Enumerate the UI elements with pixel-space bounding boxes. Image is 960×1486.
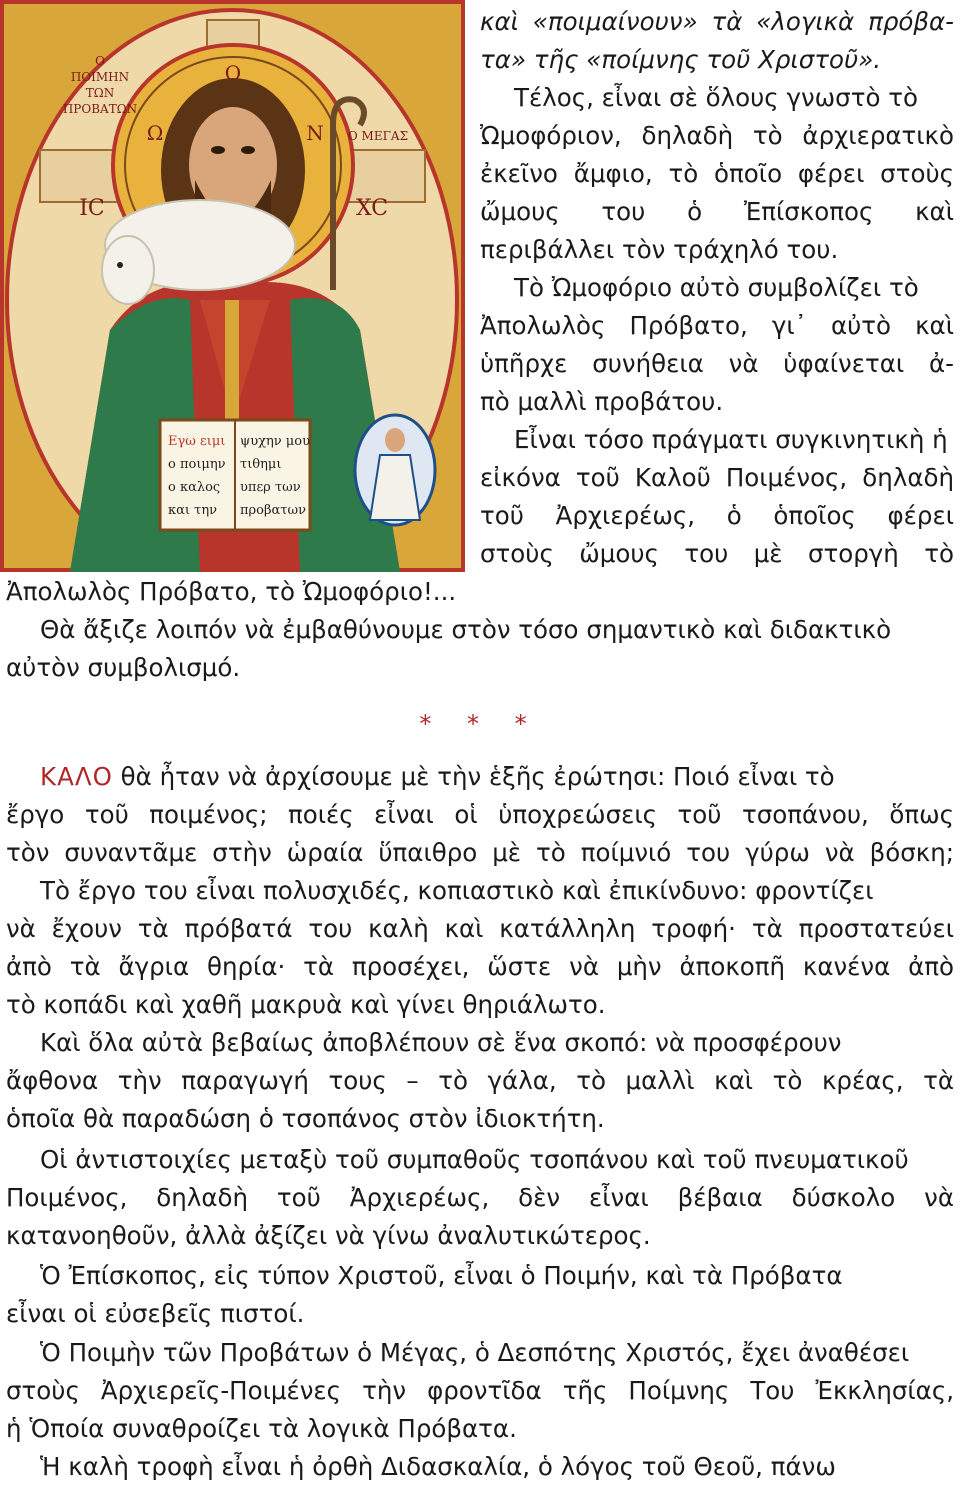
monogram-ic: IC (79, 196, 105, 221)
monogram-xc: XC (355, 196, 389, 221)
text-line-29: ὁποῖα θὰ παραδώση ὁ τσοπάνος στὸν ἰδιοκτήτη. (6, 1104, 605, 1133)
text-line-33: Ὁ Ἐπίσκοπος, εἰς τύπον Χριστοῦ, εἶναι ὁ Ποιμήν, καὶ τὰ Πρόβατα (40, 1261, 843, 1290)
text-line-6: ὤμους του ὁ Ἐπίσκοπος καὶ (480, 197, 954, 226)
text-line-20-rest: θὰ ἦταν νὰ ἀρχίσουμε μὲ τὴν ἑξῆς ἐρώτησι: Ποιό εἶναι τὸ (112, 762, 835, 791)
icon-painting (0, 0, 465, 572)
text-line-3: Τέλος, εἶναι σὲ ὅλους γνωστὸ τὸ (514, 83, 918, 112)
text-line-10: ὑπῆρχε συνήθεια νὰ ὑφαίνεται ἀ- (480, 349, 954, 378)
text-line-8: Τὸ Ὠμοφόριο αὐτὸ συμβολίζει τὸ (514, 273, 919, 302)
text-line-13: εἰκόνα τοῦ Καλοῦ Ποιμένος, δηλαδὴ (480, 463, 954, 492)
text-line-7: περιβάλλει τὸν τράχηλό του. (480, 235, 839, 264)
text-line-12: Εἶναι τόσο πράγματι συγκινητικὴ ἡ (514, 425, 948, 454)
text-line-20 (40, 758, 954, 796)
text-line-28: ἄφθονα τὴν παραγωγή τους – τὸ γάλα, τὸ μαλλὶ καὶ τὸ κρέας, τὰ (6, 1066, 954, 1095)
book-left-line-3: και την (168, 503, 218, 518)
halo-letter-omega: Ω (146, 121, 164, 145)
section-divider-stars: * * * (419, 710, 541, 738)
book-right-line-3: προβατων (240, 503, 307, 518)
text-line-37: ἡ Ὁποία συναθροίζει τὰ λογικὰ Πρόβατα. (6, 1414, 517, 1443)
text-line-1: καὶ «ποιμαίνουν» τὰ «λογικὰ πρόβα- (480, 7, 954, 36)
icon-label-left: Ο ΠΟΙΜΗΝ ΤΩΝ ΠΡΟΒΑΤΩΝ (62, 54, 138, 116)
text-line-16: Ἀπολωλὸς Πρόβατο, τὸ Ὠμοφόριο!... (6, 577, 457, 606)
text-line-17: Θὰ ἄξιζε λοιπόν νὰ ἐμβαθύνουμε στὸν τόσο σημαντικὸ καὶ διδακτικὸ (40, 615, 892, 644)
text-line-18: αὐτὸν συμβολισμό. (6, 653, 241, 682)
text-line-36: στοὺς Ἀρχιερεῖς-Ποιμένες τὴν φροντῖδα τῆς Ποίμνης Του Ἐκκλησίας, (6, 1376, 954, 1405)
text-line-26: τὸ κοπάδι καὶ χαθῆ μακρυὰ καὶ γίνει θηριάλωτο. (6, 990, 606, 1019)
open-book (160, 420, 310, 530)
icon-label-right: Ο ΜΕΓΑΣ (347, 129, 409, 143)
text-line-30: Οἱ ἀντιστοιχίες μεταξὺ τοῦ συμπαθοῦς τσοπάνου καὶ τοῦ πνευματικοῦ (40, 1145, 909, 1174)
halo-letter-n: Ν (306, 121, 324, 145)
text-line-9: Ἀπολωλὸς Πρόβατο, γι᾽ αὐτὸ καὶ (480, 311, 954, 340)
text-line-22: τὸν συναντᾶμε στὴν ὡραία ὕπαιθρο μὲ τὸ ποίμνιό του γύρω νὰ βόσκη; (6, 838, 954, 867)
text-line-11: πὸ μαλλὶ προβάτου. (480, 387, 724, 416)
text-line-27: Καὶ ὅλα αὐτὰ βεβαίως ἀποβλέπουν σὲ ἕνα σκοπό: νὰ προσφέρουν (40, 1028, 842, 1057)
text-line-25: ἀπὸ τὰ ἄγρια θηρία· τὰ προσέχει, ὥστε νὰ μὴν ἀποκοπῆ κανένα ἀπὸ (6, 952, 954, 981)
book-left-line-2: ο καλος (168, 480, 221, 495)
text-line-31: Ποιμένος, δηλαδὴ τοῦ Ἀρχιερέως, δὲν εἶναι βέβαια δύσκολο νὰ (6, 1183, 954, 1212)
text-line-34: εἶναι οἱ εὐσεβεῖς πιστοί. (6, 1299, 305, 1328)
halo-letter-o: Ο (224, 61, 242, 85)
text-line-35: Ὁ Ποιμὴν τῶν Προβάτων ὁ Μέγας, ὁ Δεσπότης Χριστός, ἔχει ἀναθέσει (40, 1338, 910, 1367)
drop-word-kalo: ΚΑΛΟ (40, 762, 113, 791)
text-line-15: στοὺς ὤμους του μὲ στοργὴ τὸ (480, 539, 954, 568)
text-line-38: Ἡ καλὴ τροφὴ εἶναι ἡ ὀρθὴ Διδασκαλία, ὁ λόγος τοῦ Θεοῦ, πάνω (40, 1452, 836, 1481)
text-line-2: τα» τῆς «ποίμνης τοῦ Χριστοῦ». (480, 45, 882, 74)
text-line-5: ἐκεῖνο ἄμφιο, τὸ ὁποῖο φέρει στοὺς (480, 159, 954, 188)
text-line-24: νὰ ἔχουν τὰ πρόβατά του καλὴ καὶ κατάλληλη τροφή· τὰ προστατεύει (6, 914, 954, 943)
text-line-14: τοῦ Ἀρχιερέως, ὁ ὁποῖος φέρει (480, 501, 954, 530)
book-left-line-0: Εγω ειμι (168, 434, 226, 449)
text-line-4: Ὠμοφόριον, δηλαδὴ τὸ ἀρχιερατικὸ (480, 121, 954, 150)
book-left-line-1: ο ποιμην (168, 457, 226, 472)
text-line-32: κατανοηθοῦν, ἀλλὰ ἀξίζει νὰ γίνω ἀναλυτικώτερος. (6, 1221, 651, 1250)
book-right-line-1: τιθημι (240, 457, 282, 472)
book-right-line-0: ψυχην μου (240, 434, 310, 449)
book-right-line-2: υπερ των (240, 480, 301, 495)
christ-good-shepherd-icon (0, 0, 465, 572)
text-line-21: ἔργο τοῦ ποιμένος; ποιές εἶναι οἱ ὑποχρεώσεις τοῦ τσοπάνου, ὅπως (6, 800, 954, 829)
text-line-23: Τὸ ἔργο του εἶναι πολυσχιδές, κοπιαστικὸ καὶ ἐπικίνδυνο: φροντίζει (40, 876, 874, 905)
